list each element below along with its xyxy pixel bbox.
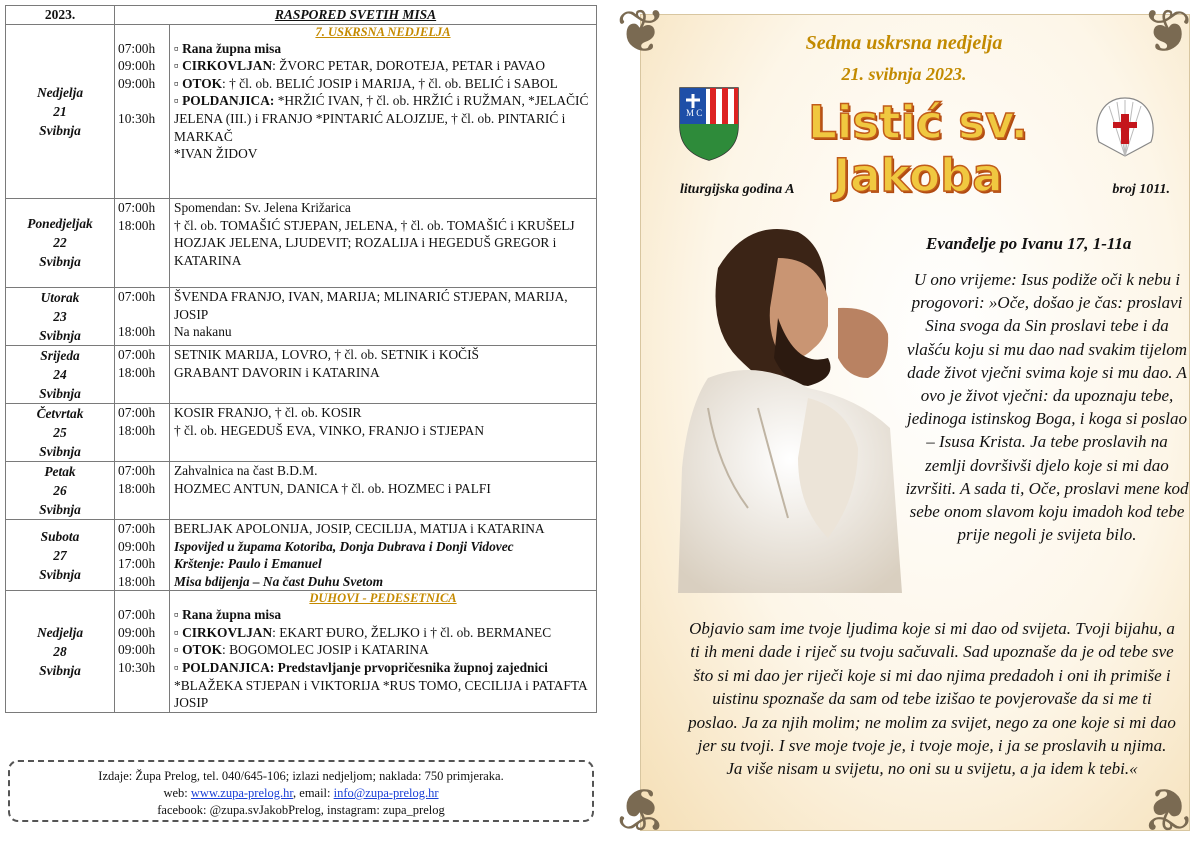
ornament-corner-icon: ❦	[616, 775, 667, 841]
intention-names: † čl. ob. TOMAŠIĆ STJEPAN, JELENA, † čl. ob. TOMAŠIĆ i KRUŠELJ	[174, 217, 575, 233]
day-num: 24	[53, 366, 67, 382]
intention-line	[174, 234, 592, 269]
feast-subtitle: DUHOVI - PEDESETNICA	[309, 591, 457, 606]
ornament-corner-icon: ❦	[1141, 775, 1192, 841]
email-link[interactable]: info@zupa-prelog.hr	[333, 786, 439, 800]
mass-time: 10:30h	[118, 660, 156, 676]
mass-intentions	[170, 591, 597, 713]
mass-time: 09:00h	[118, 624, 156, 640]
day-num: 25	[53, 424, 67, 440]
day-label	[6, 24, 115, 198]
mass-times	[115, 591, 170, 713]
day-label	[6, 591, 115, 713]
day-name: Četvrtak	[36, 405, 84, 421]
intention-line	[174, 346, 592, 364]
mass-time: 17:00h	[118, 556, 156, 572]
footer-publisher-line: Izdaje: Župa Prelog, tel. 040/645-106; izlazi nedjeljom; naklada: 750 primjeraka.	[98, 769, 504, 783]
intention-line	[174, 323, 592, 341]
mass-times	[115, 287, 170, 345]
website-link[interactable]: www.zupa-prelog.hr	[190, 786, 294, 800]
gospel-text-part2: Objavio sam ime tvoje ljudima koje si mi dao od svijeta. Tvoji bijahu, a ti ih meni dade i riječ su tvoju sačuvali. Sad upoznaše da je od tebe sve što si mi dao jer riječi koje si mi dao njima predadoh i oni ih primiše i uistinu spoznaše da sam od tebe izišao te povjerovaše da si me ti poslao. Ja za njih molim; ne molim za svijet, nego za one koje si mi dao jer su tvoji. I sve moje tvoje je, i tvoje moje, i ja se proslavih u njima. Ja više nisam u svijetu, no oni su u svijetu, a ja idem k tebi.«	[688, 619, 1176, 779]
intention-line	[174, 57, 592, 75]
footer-web-label: web:	[163, 786, 191, 800]
publisher-footer	[8, 760, 594, 822]
day-name: Petak	[44, 463, 76, 479]
intention-names: GRABANT DAVORIN i KATARINA	[174, 364, 380, 380]
intention-line	[174, 659, 592, 712]
day-month: Svibnja	[39, 501, 81, 517]
day-month: Svibnja	[39, 566, 81, 582]
intention-line	[174, 288, 592, 323]
mass-time: 07:00h	[118, 199, 156, 215]
intention-names: BERLJAK APOLONIJA, JOSIP, CECILIJA, MATIJA i KATARINA	[174, 520, 545, 536]
day-num: 26	[53, 482, 67, 498]
schedule-year: 2023.	[6, 6, 115, 25]
schedule-day-row	[6, 519, 597, 590]
intention-names: Zahvalnica na čast B.D.M.	[174, 462, 318, 478]
day-month: Svibnja	[39, 385, 81, 401]
intention-line	[174, 462, 592, 480]
schedule-day-row	[6, 345, 597, 403]
day-name: Subota	[40, 528, 80, 544]
bulletin-date: 21. svibnja 2023.	[841, 64, 967, 84]
mass-times	[115, 403, 170, 461]
mass-times	[115, 519, 170, 590]
special-note: Ispovijed u župama Kotoriba, Donja Dubrava i Donji Vidovec	[174, 538, 514, 554]
mass-intentions	[170, 24, 597, 198]
intention-line	[174, 624, 592, 642]
mass-times	[115, 461, 170, 519]
gospel-reference: Evanđelje po Ivanu 17, 1-11a	[926, 234, 1132, 253]
mass-time: 09:00h	[118, 75, 156, 91]
intention-line	[174, 555, 592, 573]
intention-names: ŠVENDA FRANJO, IVAN, MARIJA; MLINARIĆ STJEPAN, MARIJA, JOSIP	[174, 288, 568, 322]
intention-names: : EKART ĐURO, ŽELJKO i † čl. ob. BERMANEC	[272, 624, 552, 640]
scallop-shell-cross-icon	[1091, 92, 1159, 160]
day-month: Svibnja	[39, 443, 81, 459]
intention-names: Spomendan: Sv. Jelena Križarica	[174, 199, 351, 215]
mass-time: 18:00h	[118, 217, 156, 233]
day-name: Nedjelja	[36, 84, 84, 100]
mass-time: 18:00h	[118, 364, 156, 380]
location-label: ▫ OTOK	[174, 642, 223, 658]
day-name: Ponedjeljak	[27, 216, 93, 232]
schedule-day-row	[6, 461, 597, 519]
mass-intentions	[170, 461, 597, 519]
liturgical-year: liturgijska godina A	[680, 182, 795, 197]
schedule-day-row	[6, 287, 597, 345]
mass-time: 10:30h	[118, 110, 156, 126]
day-label	[6, 461, 115, 519]
ornament-corner-icon: ❦	[616, 0, 667, 65]
intention-names: Na nakanu	[174, 324, 232, 340]
mass-schedule-table	[5, 5, 597, 713]
mass-intentions	[170, 345, 597, 403]
intention-line	[174, 199, 592, 217]
location-label: ▫ Rana župna misa	[174, 40, 282, 56]
praying-jesus-illustration	[678, 208, 910, 593]
location-label: ▫ Rana župna misa	[174, 607, 282, 623]
day-num: 28	[53, 644, 67, 660]
footer-contact-line	[10, 785, 592, 802]
schedule-title: RASPORED SVETIH MISA	[115, 6, 597, 25]
bulletin-masthead: Listić sv. Jakoba	[808, 96, 1028, 202]
schedule-day-row	[6, 591, 597, 713]
day-label	[6, 519, 115, 590]
bulletin-page	[608, 0, 1200, 841]
day-num: 22	[53, 235, 67, 251]
mass-time: 07:00h	[118, 520, 156, 536]
mass-time: 09:00h	[118, 642, 156, 658]
mass-times	[115, 345, 170, 403]
intention-line	[174, 404, 592, 422]
mass-time: 09:00h	[118, 538, 156, 554]
mass-time: 07:00h	[118, 346, 156, 362]
day-num: 23	[53, 308, 67, 324]
intention-line	[174, 538, 592, 556]
day-num: 21	[53, 103, 67, 119]
day-name: Utorak	[40, 289, 80, 305]
intention-line	[174, 606, 592, 624]
intention-line	[174, 75, 592, 93]
intention-line	[174, 641, 592, 659]
mass-time: 18:00h	[118, 573, 156, 589]
schedule-header-row	[6, 6, 597, 25]
location-label: ▫ POLDANJICA: Predstavljanje prvopričesnika župnoj zajednici	[174, 660, 548, 676]
schedule-body	[6, 24, 597, 712]
parish-crest-icon	[678, 86, 740, 162]
gospel-text-part1: U ono vrijeme: Isus podiže oči k nebu i progovori: »Oče, došao je čas: proslavi Sina svoga da Sin proslavi tebe i da vlašću koju si mu dao nad svakim tijelom dade život vječni svima koje si mu dao. A ovo je život vječni: da upoznaju tebe, jedinoga istinskog Boga, i koga si poslao – Isusa Krista. Ja tebe proslavih na zemlji dovršivši djelo koje si mi dao izvršiti. A sada ti, Oče, proslavi mene kod sebe onom slavom koju imadoh kod tebe prije negoli je svijeta bilo.	[905, 270, 1189, 545]
intention-line	[174, 480, 592, 498]
intention-names: SETNIK MARIJA, LOVRO, † čl. ob. SETNIK i KOČIŠ	[174, 346, 480, 362]
day-num: 27	[53, 547, 67, 563]
mass-intentions	[170, 198, 597, 287]
mass-time: 18:00h	[118, 422, 156, 438]
sunday-title: Sedma uskrsna nedjelja	[805, 32, 1003, 54]
intention-line	[174, 422, 592, 440]
footer-social-line: facebook: @zupa.svJakobPrelog, instagram: zupa_prelog	[157, 803, 445, 817]
day-month: Svibnja	[39, 254, 81, 270]
schedule-day-row	[6, 198, 597, 287]
day-month: Svibnja	[39, 122, 81, 138]
location-label: ▫ OTOK	[174, 75, 223, 91]
mass-intentions	[170, 519, 597, 590]
intention-line	[174, 520, 592, 538]
issue-number: broj 1011.	[1112, 182, 1170, 197]
day-label	[6, 345, 115, 403]
day-label	[6, 403, 115, 461]
mass-time: 07:00h	[118, 40, 156, 56]
day-label	[6, 198, 115, 287]
mass-time: 18:00h	[118, 480, 156, 496]
ornament-corner-icon: ❦	[1141, 0, 1192, 65]
mass-time: 09:00h	[118, 58, 156, 74]
mass-times	[115, 198, 170, 287]
intention-names: : ŽVORC PETAR, DOROTEJA, PETAR i PAVAO	[272, 58, 546, 74]
feast-subtitle: 7. USKRSNA NEDJELJA	[315, 24, 451, 39]
day-name: Srijeda	[40, 347, 80, 363]
intention-names: *IVAN ŽIDOV	[174, 146, 258, 162]
intention-line	[174, 40, 592, 58]
intention-names: HOZJAK JELENA, LJUDEVIT; ROZALIJA i HEGEDUŠ GREGOR i KATARINA	[174, 235, 557, 268]
mass-time: 07:00h	[118, 462, 156, 478]
intention-names: : BOGOMOLEC JOSIP i KATARINA	[222, 642, 429, 658]
intention-line	[174, 217, 592, 235]
special-note: Krštenje: Paulo i Emanuel	[174, 556, 322, 572]
intention-names: : † čl. ob. BELIĆ JOSIP i MARIJA, † čl. ob. BELIĆ i SABOL	[222, 75, 558, 91]
mass-times	[115, 24, 170, 198]
schedule-day-row	[6, 24, 597, 198]
intention-names: *BLAŽEKA STJEPAN i VIKTORIJA *RUS TOMO, CECILIJA i PATAFTA JOSIP	[174, 677, 587, 711]
day-month: Svibnja	[39, 327, 81, 343]
mass-time: 07:00h	[118, 607, 156, 623]
schedule-day-row	[6, 403, 597, 461]
special-note: Misa bdijenja – Na čast Duhu Svetom	[174, 573, 384, 589]
mass-intentions	[170, 403, 597, 461]
intention-line	[174, 92, 592, 145]
intention-names: KOSIR FRANJO, † čl. ob. KOSIR	[174, 404, 362, 420]
intention-line	[174, 364, 592, 382]
mass-time: 07:00h	[118, 288, 156, 304]
intention-names: *HRŽIĆ IVAN, † čl. ob. HRŽIĆ i RUŽMAN, *JELAČIĆ JELENA (III.) i FRANJO *PINTARIĆ ALOJZIJE, † čl. ob. PINTARIĆ i MARKAČ	[174, 93, 589, 144]
mass-intentions	[170, 287, 597, 345]
intention-line	[174, 145, 592, 163]
day-month: Svibnja	[39, 663, 81, 679]
mass-time: 18:00h	[118, 324, 156, 340]
intention-names: HOZMEC ANTUN, DANICA † čl. ob. HOZMEC i PALFI	[174, 480, 491, 496]
location-label: ▫ POLDANJICA:	[174, 93, 275, 109]
day-name: Nedjelja	[36, 625, 84, 641]
intention-names: † čl. ob. HEGEDUŠ EVA, VINKO, FRANJO i STJEPAN	[174, 422, 484, 438]
footer-email-label: , email:	[293, 786, 334, 800]
mass-time: 07:00h	[118, 404, 156, 420]
day-label	[6, 287, 115, 345]
intention-line	[174, 573, 592, 591]
location-label: ▫ CIRKOVLJAN	[174, 58, 273, 74]
location-label: ▫ CIRKOVLJAN	[174, 624, 273, 640]
crest-letters: M C	[686, 108, 703, 118]
